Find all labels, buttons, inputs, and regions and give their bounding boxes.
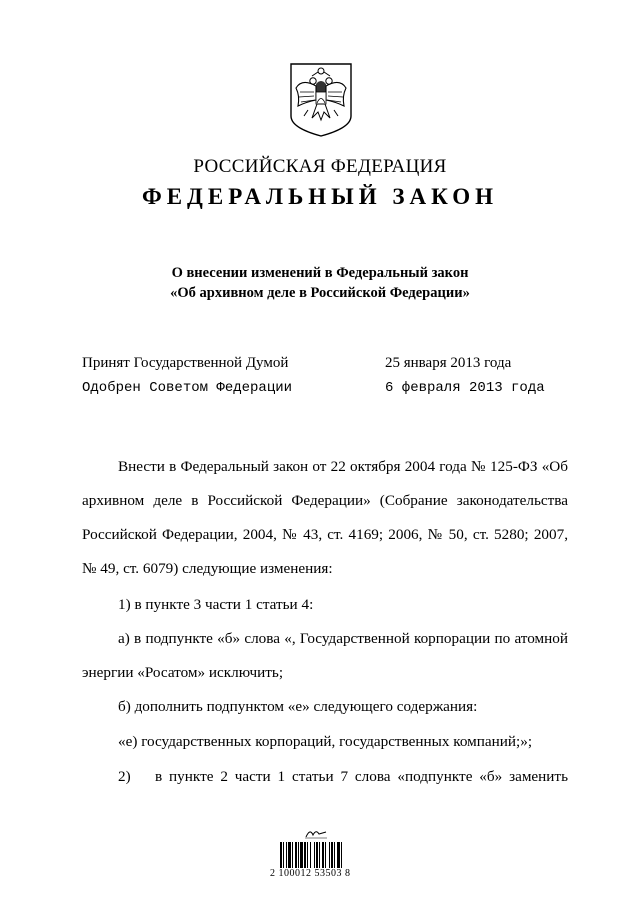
body-paragraph-line: № 49, ст. 6079) следующие изменения: bbox=[82, 560, 333, 577]
list-item-2-text: в пункте 2 части 1 статьи 7 слова «подпункте «б» заменить bbox=[155, 768, 568, 785]
list-item-1a-line: энергии «Росатом» исключить; bbox=[82, 664, 284, 681]
list-item-1b: б) дополнить подпунктом «е» следующего содержания: bbox=[118, 698, 478, 715]
barcode-icon bbox=[280, 842, 372, 868]
list-item-2-number: 2) bbox=[118, 768, 131, 785]
list-item-1a-line: а) в подпункте «б» слова «, Государственной корпорации по атомной bbox=[118, 630, 568, 647]
body-paragraph-line: Внести в Федеральный закон от 22 октября 2004 года № 125-ФЗ «Об bbox=[118, 458, 568, 475]
duma-adoption-label: Принят Государственной Думой bbox=[82, 355, 289, 371]
duma-adoption-date: 25 января 2013 года bbox=[385, 355, 512, 371]
coat-of-arms-emblem-icon bbox=[288, 62, 354, 138]
document-type-heading: ФЕДЕРАЛЬНЫЙ ЗАКОН bbox=[141, 184, 499, 209]
body-paragraph-line: Российской Федерации, 2004, № 43, ст. 4169; 2006, № 50, ст. 5280; 2007, bbox=[82, 526, 568, 543]
subject-line-2: «Об архивном деле в Российской Федерации» bbox=[170, 285, 470, 301]
body-paragraph-line: архивном деле в Российской Федерации» (Собрание законодательства bbox=[82, 492, 568, 509]
council-approval-label: Одобрен Советом Федерации bbox=[82, 380, 293, 396]
handwritten-mark-icon bbox=[304, 826, 328, 840]
list-item-1b-quote: «е) государственных корпораций, государственных компаний;»; bbox=[118, 733, 533, 750]
list-item-1: 1) в пункте 3 части 1 статьи 4: bbox=[118, 596, 314, 613]
law-subject-title bbox=[0, 263, 640, 303]
barcode-number: 2 100012 53503 8 bbox=[270, 868, 351, 879]
subject-line-1: О внесении изменений в Федеральный закон bbox=[171, 265, 469, 281]
council-approval-date: 6 февраля 2013 года bbox=[385, 380, 545, 396]
country-heading: РОССИЙСКАЯ ФЕДЕРАЦИЯ bbox=[193, 156, 447, 177]
